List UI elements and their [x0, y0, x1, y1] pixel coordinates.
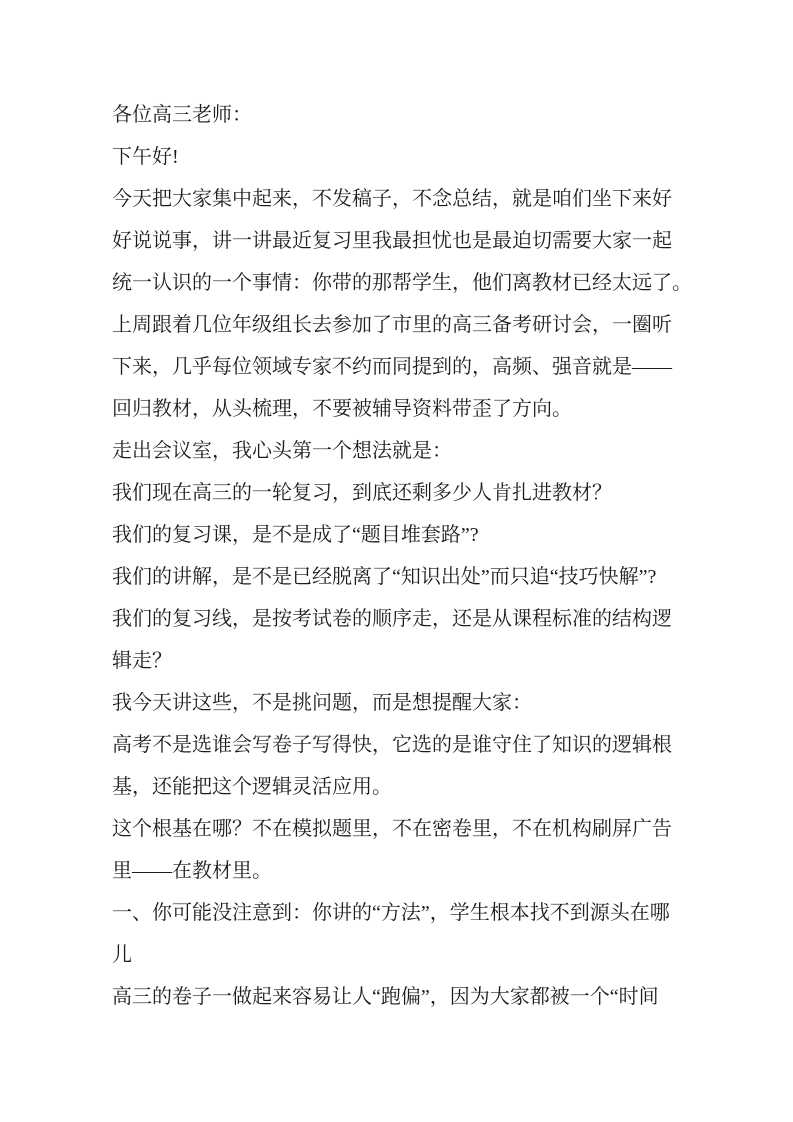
text-line: 高考不是选谁会写卷子写得快，它选的是谁守住了知识的逻辑根 — [112, 734, 672, 756]
text-line: 我们的复习课，是不是成了“题目堆套路”? — [112, 524, 479, 546]
paragraph-reminder — [112, 682, 684, 724]
paragraph-question-4 — [112, 598, 684, 682]
paragraph-seminar — [112, 304, 684, 430]
paragraph-section-heading-1 — [112, 892, 684, 976]
document-body-text — [112, 94, 692, 1018]
paragraph-first-thought — [112, 430, 684, 472]
text-line: 今天把大家集中起来，不发稿子，不念总结，就是咱们坐下来好 — [112, 188, 672, 210]
paragraph-salutation — [112, 94, 684, 136]
paragraph-greeting — [112, 136, 684, 178]
text-line: 一、你可能没注意到：你讲的“方法”，学生根本找不到源头在哪 — [112, 902, 670, 924]
paragraph-exam-drift — [112, 976, 684, 1018]
text-line: 回归教材，从头梳理，不要被辅导资料带歪了方向。 — [112, 398, 572, 420]
text-line: 高三的卷子一做起来容易让人“跑偏”，因为大家都被一个“时间 — [112, 986, 659, 1008]
text-line: 我们的复习线，是按考试卷的顺序走，还是从课程标准的结构逻 — [112, 608, 672, 630]
paragraph-opening — [112, 178, 692, 304]
paragraph-foundation — [112, 808, 684, 892]
text-line: 下来，几乎每位领域专家不约而同提到的，高频、强音就是—— — [112, 356, 672, 378]
text-line: 基，还能把这个逻辑灵活应用。 — [112, 776, 392, 798]
paragraph-gaokao-logic — [112, 724, 684, 808]
text-line: 我们的讲解，是不是已经脱离了“知识出处”而只追“技巧快解”? — [112, 566, 657, 588]
text-line: 统一认识的一个事情：你带的那帮学生，他们离教材已经太远了。 — [112, 272, 692, 294]
text-line: 上周跟着几位年级组长去参加了市里的高三备考研讨会，一圈听 — [112, 314, 672, 336]
text-line: 下午好! — [112, 146, 179, 168]
paragraph-question-3 — [112, 556, 684, 598]
text-line: 儿 — [112, 944, 132, 966]
text-line: 好说说事，讲一讲最近复习里我最担忧也是最迫切需要大家一起 — [112, 230, 672, 252]
text-line: 各位高三老师： — [112, 104, 252, 126]
paragraph-question-1 — [112, 472, 684, 514]
text-line: 我今天讲这些，不是挑问题，而是想提醒大家： — [112, 692, 532, 714]
text-line: 这个根基在哪？不在模拟题里，不在密卷里，不在机构刷屏广告 — [112, 818, 672, 840]
text-line: 走出会议室，我心头第一个想法就是： — [112, 440, 452, 462]
paragraph-question-2 — [112, 514, 684, 556]
text-line: 辑走？ — [112, 650, 172, 672]
text-line: 里——在教材里。 — [112, 860, 272, 882]
text-line: 我们现在高三的一轮复习，到底还剩多少人肯扎进教材？ — [112, 482, 612, 504]
